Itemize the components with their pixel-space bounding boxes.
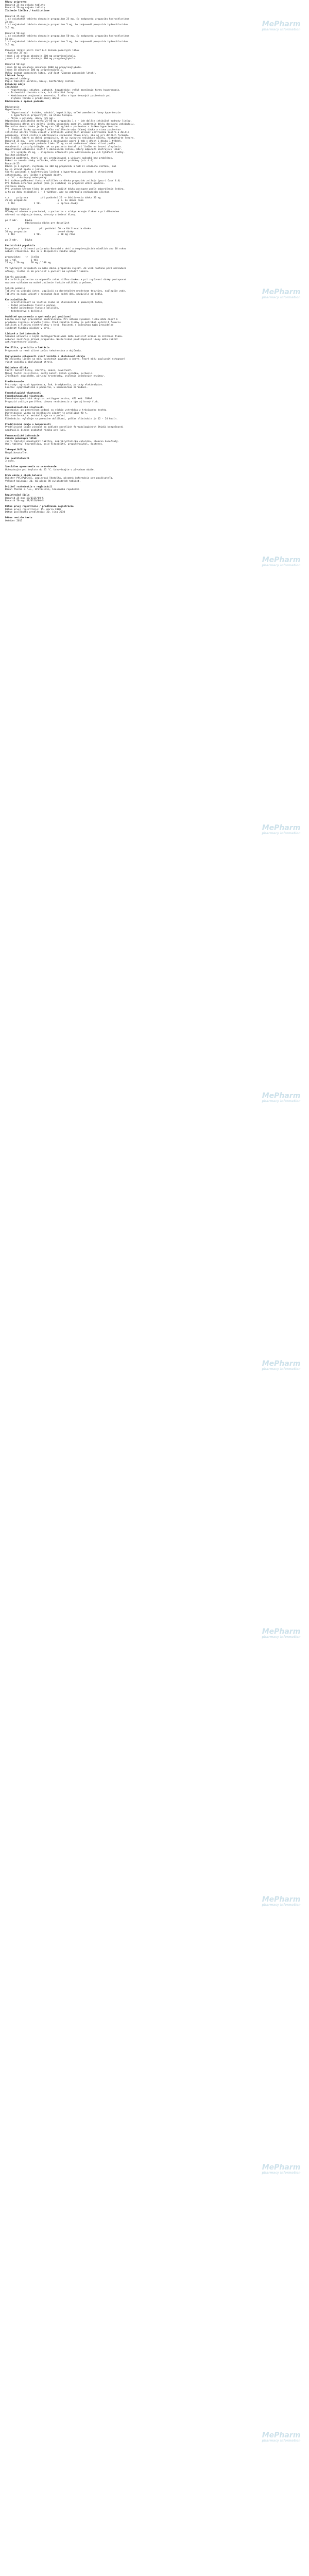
text-line: obťažnosti a patofyziológie, ak sa pacienta dostal pri liečbe na úrovni zlepšenia. <box>5 145 122 148</box>
section-heading: Farmaceutické informácie <box>5 434 40 437</box>
text-line: po 2 mdr. Dávka <box>5 219 32 222</box>
watermark-brand: MePharm <box>262 1092 301 1100</box>
text-line: c.c. priprava při podávání 50 -> Udržiavacia dávka <box>5 228 91 230</box>
text-line: Časté: bolesť hlavy, závraty, únava, nevoľnosť. <box>5 369 72 372</box>
watermark-brand: MePharm <box>262 556 301 564</box>
text-line: 1 tbl 1 tbl -> úprava dávky <box>5 202 78 205</box>
text-line: - Pri výskyte 25 mg, - zlepšenie účinnosti pre udržiavanie po 4-6 týždňoch liečby. <box>5 151 125 154</box>
text-line: podmienky, ktoré slúžia k udržiavaniu správneho tlaku krvi, ako aj pri ďalších formách. <box>5 134 129 137</box>
text-line: 1 až ovjakotná tableta obsahuje propazidum 5 mg, čo zodpovedá propazidu hydrochloridum <box>5 41 128 43</box>
text-line: Tablety sa majú užívať v rovnakom čase každý deň, nezávisle od jedla. <box>5 293 104 296</box>
text-line: Boran Pharma s.r.o., Bratislava, Slovenská republika <box>5 488 79 491</box>
watermark-brand: MePharm <box>262 2163 301 2172</box>
text-line: 1 tbl 1 tbl -> 50 mg ráno <box>5 233 75 236</box>
watermark-logo <box>259 556 304 567</box>
watermark-logo <box>259 2164 304 2175</box>
text-line: Popis tablety: okrúhle, biely, bezfarebný roztok. <box>5 80 75 83</box>
text-line: Zníženie dávky <box>5 185 25 188</box>
text-line: 1 až ovjakotná tableta obsahuje propazidum 50 mg, čo zodpovedá propazidu hydrochloridum <box>5 35 129 38</box>
text-line: Starší pacienti <box>5 276 27 279</box>
text-line: Maximálna denná dávka je 50 mg raz 100 mg/deň u pacientov s ťažkou hypertenziou. <box>5 126 119 128</box>
section-heading: Osobitné upozornenia a opatrenia pri používaní <box>5 315 71 318</box>
text-line: neodhalili žiadne osobitné riziko pre ľudí. <box>5 429 66 432</box>
text-line: 3 roky. <box>5 460 15 463</box>
text-line: Pri liečbe, ktorá sa ďalej predpisuje, ak sa vyskytnú nežiaduce účinky, kontaktujte lekára. <box>5 137 135 140</box>
text-line: Zriedkavé: angioedém, poruchy krvotvorby, zvýšenie pečeňových enzýmov. <box>5 375 105 378</box>
section-heading: Zloženie liečiva / kvalitatívne <box>5 9 49 12</box>
text-line: Inhibičné účinky treba uviesť v krátkosti vedľajších účinkov ošetreného lekára a ďalšie <box>5 131 129 134</box>
watermark-brand: MePharm <box>262 1360 301 1368</box>
text-line: Menej časté: palpitácie, suchý kašeľ, kožná vyrážka, svrbenie. <box>5 372 94 375</box>
text-line: užívaní sa objavuje únava, závraty a bolesť hlavy. <box>5 213 77 216</box>
watermark-sub: pharmacy information <box>262 296 301 299</box>
text-line: 50 mg propazidu denné dávky <box>5 230 74 233</box>
watermark-sub: pharmacy information <box>262 1099 301 1103</box>
watermark-sub: pharmacy information <box>262 2439 301 2443</box>
text-line: - Ischemická choroba srdca, ich dôležité formy. <box>5 92 75 94</box>
text-line: Uchovávajte pri teplote do 25 °C. Uchovávajte v pôvodnom obale. <box>5 468 95 471</box>
text-line: Starší pacienti s hypertenziou liečení s hypertenziou pacienti s chronickými <box>5 171 114 174</box>
text-line: Pacienti s opakovaným podaním lieku 25 mg sa má nadávkovať alebo užívať podľa <box>5 143 115 145</box>
section-heading: Ovplyvnenie schopnosti viesť vozidlá a obsluhovať stroje <box>5 355 85 358</box>
watermark-brand: MePharm <box>262 1628 301 1636</box>
text-line: antihypertenzný účinok. <box>5 341 38 344</box>
text-line: Boranid podávaný, ktorý sa pri predpisovaní a užívaní spôsobí bez problémov. <box>5 157 114 160</box>
text-line: Ovjakotné tablety. <box>5 77 31 80</box>
text-line: - 'Hypertenzia': krátke, zahubiť, hepatitídy; veľké zmenšenie formy hypertenzie <box>5 111 121 114</box>
text-line: Zz mg. <box>5 21 14 24</box>
text-line: viesť vozidlá a obsluhovať stroje. <box>5 361 54 364</box>
text-line: zlyhaní ľadvín v predpísanej dávke. <box>5 97 61 100</box>
text-line: Boranid-25 <box>5 162 20 165</box>
text-line: c.c. priprava při podávání 25 -> Udržiavacia dávka 50 mg <box>5 196 101 199</box>
watermark-brand: MePharm <box>262 20 301 28</box>
text-line: - ťažké poškodenie funkcie obličiek, <box>5 307 60 310</box>
section-heading: Farmakologické vlastnosti <box>5 392 41 395</box>
text-line: Vo vybraných prípadoch sa môže dávka propazidu zvýšiť. Ak však nastanú prvé nežiaduce <box>5 267 127 270</box>
text-line: Boranid 50 mg: <box>5 32 25 35</box>
text-line: Pri ťažkom poškodení funkcie obličiek sa dávka propazidu znižuje (pozri časť 4.4). <box>5 179 122 182</box>
text-line: Hypertenzia <box>5 109 21 111</box>
text-line: prudkému zvýšeniu krvného tlaku. Pred začatím liečby je potrebné vyšetriť funkciu <box>5 321 121 324</box>
text-line: - Kombinované ovojovanie anorexie; liečba v hypertenzných pacientoch pri <box>5 94 111 97</box>
text-line: jedna 50 obsahuje 100 mg propylenglykolu. <box>5 69 64 72</box>
watermark-logo <box>259 824 304 835</box>
text-line: Biotransformácia: metabolizuje sa v pečeni. <box>5 415 66 417</box>
text-line: Boranid 50 mg: <box>5 63 25 66</box>
section-heading: Dátum revízie textu <box>5 517 32 519</box>
text-line: jedna 1 až ovjako obsahuje 500 mg propylenglykolu. <box>5 58 77 60</box>
text-line: Udržiavacia dávka pri začatí liečby propazidu zahájiť, podávaním dávky dostupnú vakcináciu. <box>5 123 135 126</box>
watermark-logo <box>259 1628 304 1639</box>
watermark-sub: pharmacy information <box>262 832 301 835</box>
leaflet-text <box>5 1 304 522</box>
text-line: 1 až ovjakotná tableta obsahuje propazidum 25 mg, čo zodpovedá propazidu hydrochloridum <box>5 18 129 21</box>
text-line: Boranid 25 mg ovjako tablety <box>5 4 45 7</box>
section-heading: Druh obalu a obsah balenia <box>5 474 42 477</box>
text-line: na 1 tbl 1 tbl <box>5 259 38 262</box>
text-line: U starších pacientov sa odporúča začať nižšou dávkou a pri zvyšovaní dávky postupovať <box>5 279 127 281</box>
text-line: Predklinické údaje získané na základe obvyklých farmakologických štúdií bezpečnosti <box>5 426 124 429</box>
section-heading: Predklinické údaje o bezpečnosti <box>5 423 51 426</box>
text-line: Dávkovanie <box>5 106 20 109</box>
watermark-sub: pharmacy information <box>262 564 301 567</box>
text-line: Boranid 25 mg: 58/0115/00-S <box>5 497 44 500</box>
document-page <box>5 0 304 2443</box>
section-heading: Špeciálne upozornenia na uchovávanie <box>5 466 57 468</box>
text-line: Obal tablety: hypromelóza, oxid titaničitý, propylénglykol, mastenec. <box>5 443 104 446</box>
text-line: opatrne vzhľadom na možné zníženie funkcie obličiek a pečene. <box>5 281 92 284</box>
text-line: - 'A' - dostupný nebezpečný <box>5 177 47 179</box>
text-line: Jadro tablety: monohydrát laktózy, mikrokryštalická celulóza, stearan horečnatý. <box>5 440 119 443</box>
watermark-logo <box>259 1092 304 1103</box>
text-line: Pokud sa zmenia dávky začiatku, môžu nastať problémy (viz 4.4). <box>5 160 95 162</box>
text-line: - ťažké poškodenie funkcie pečene, <box>5 304 57 307</box>
text-line: Pomocné látky: pozri časť 6.1 Zoznam pomocných látok <box>5 49 79 52</box>
text-line: Na začiatku liečby sa môžu vyskytnúť závraty a únava, ktoré môžu ovplyvniť schopnosť <box>5 358 125 361</box>
text-line: 5,7 mg. <box>5 26 15 29</box>
text-line: Veľkosť balenia: 30, 60 alebo 90 ovjakotných tabliet. <box>5 480 81 483</box>
section-heading: Dávkovanie a spôsob podania <box>5 100 44 103</box>
text-line: 50 mg. <box>5 38 14 41</box>
text-line: účinky, liečba sa má prerušiť a pacient má vyhľadať lekára. <box>5 270 90 273</box>
text-line: Účinky sú mierne a prechodné, u pacientov s nízkym krvným tlakom a pri dlhodobom <box>5 211 119 213</box>
text-line: Nežiaduce reakcie: <box>5 208 31 211</box>
text-line: Distribúcia: väzba na bielkoviny plazmy je približne 90 %. <box>5 412 88 415</box>
text-line: Udržiavacia dávka pre dospelých <box>5 222 70 225</box>
watermark-sub: pharmacy information <box>262 1635 301 1639</box>
text-line: - tehotenstvo a dojčenie. <box>5 310 44 313</box>
text-line: jedna 1 až ovjako obsahuje 500 mg propylenglykolu. <box>5 55 77 58</box>
text-line: Farmakoterapeutická skupina: antihypertenzíva, ATC kód: C09AA. <box>5 398 94 400</box>
text-line: Hypertenzné ochorenie liečiť v dávkovacom režime, ktorý odporúča ošetrujúci lekár. <box>5 148 122 151</box>
text-line: a hypertenzia prípustných, na ktoré terapiu. <box>5 114 74 117</box>
text-line: Prípravok sa nemá užívať počas tehotenstva a dojčenia. <box>5 349 82 352</box>
text-line: Liečba: symptomatická a podporná, v nemocničnom zariadení. <box>5 386 88 389</box>
text-line: Boranid 25 mg: <box>5 15 25 18</box>
section-heading: Dátum prvej registrácie / predĺženia registrácie <box>5 505 74 508</box>
section-heading: Liekové formy <box>5 75 24 77</box>
watermark-sub: pharmacy information <box>262 2171 301 2175</box>
text-line: sledovať hladinu glukózy v krvi. <box>5 327 51 330</box>
section-heading: Názov prípravku <box>5 1 27 4</box>
text-line: Propazid znižuje periférnu cievnu rezistenciu a tým aj krvný tlak. <box>5 400 99 403</box>
text-line: Absorpcia: po perorálnom podaní sa rýchlo vstrebáva z tráviaceho traktu. <box>5 409 108 412</box>
watermark-brand: MePharm <box>262 824 301 832</box>
text-line: 5,7 mg. <box>5 43 15 46</box>
text-line: by sa užívať spolu s jedlom. <box>5 168 45 171</box>
section-heading: Fertilita, gravidita a laktácia <box>5 347 49 349</box>
section-heading: Registračné čísla <box>5 494 30 497</box>
text-line: po 2 mdr. Dávka <box>5 239 32 242</box>
section-heading: Čas použiteľnosti <box>5 457 30 460</box>
text-line: Pri vysokom krvnom tlaku je potrebné znížiť dávku postupne podľa odporúčania lekára, <box>5 188 125 191</box>
text-line: ochoreniami, pri liečbe v prípade dávky. <box>5 174 62 177</box>
text-line: 25 mg propazidu p.o. 1x denne ráno <box>5 199 84 202</box>
text-line: - *Krok v pripadu, dávky (25 mg). <box>5 117 55 120</box>
text-line: Dátum posledného predĺženia: 20. júna 2010 <box>5 511 65 514</box>
section-heading: Klinické údaje <box>5 83 25 86</box>
text-line: Spôsob podania <box>5 287 25 290</box>
text-line: Dátum prvej registrácie: 15. marca 2000 <box>5 508 61 511</box>
text-line: Boranid 25 mg, - pre informácie a dávkovanie pozri 1 tab v dňoch i dávka 1 týždeň. <box>5 140 122 143</box>
section-heading: Indikácie <box>5 86 18 89</box>
watermark-brand: MePharm <box>262 288 301 296</box>
watermark-sub: pharmacy information <box>262 1367 301 1371</box>
text-line: propazidum: -> liečba <box>5 256 40 259</box>
text-line: Boranid 50 mg ovjako tablety <box>5 7 45 9</box>
section-heading: Nežiaduce účinky <box>5 366 28 369</box>
watermark-brand: MePharm <box>262 2431 301 2439</box>
text-line: - tableta 25 mg: <box>5 52 28 55</box>
text-line: a to po dobu minimálne 1 - 2 týždňov, aby sa zabránilo nežiaducim účinkom. <box>5 191 111 194</box>
section-heading: Liekové a iné interakcie <box>5 332 40 335</box>
section-heading: Kontraindikácie <box>5 298 27 301</box>
text-line: obličiek a hladinu elektrolytov v krvi. Pacienti s cukrovkou majú pravidelne <box>5 324 114 327</box>
text-line: Ryvitam pozbavte <box>5 154 28 157</box>
text-line: Alkohol zosilňuje účinok propazidu. Nesteroidné protizápalové lieky môžu znížiť <box>5 338 118 341</box>
text-line: Boranid 50 mg: 58/0116/00-S <box>5 500 44 502</box>
watermark-brand: MePharm <box>262 1895 301 1904</box>
text-line: Súčasné užívanie s inými antihypertenzívami môže zosilniť účinok na zníženie tlaku. <box>5 335 124 338</box>
text-line: Pri ťažkom ochorení pečene (ako je cirhóza) sa propazid užíva opatrne. <box>5 182 105 185</box>
section-heading: Predávkovanie <box>5 381 24 383</box>
text-line: Bezpečnosť a účinnosť prípravku Boranid u detí a dospievajúcich mladších ako 18 rokov <box>5 247 127 250</box>
text-line: 1 až ovjakotná tableta obsahuje propazidum 5 mg, čo zodpovedá propazidu hydrochloridum <box>5 24 128 26</box>
text-line: Blister PVC/PVDC/Al, papierová škatuľka, písomná informácia pre používateľa. <box>5 477 114 480</box>
section-heading: Farmakodynamické vlastnosti <box>5 395 44 398</box>
text-line: - hypertenzia; stiahne, zahubiť, hepatitídy; veľké zmenšenie formy hypertenzie. <box>5 89 121 92</box>
section-heading: Pediatrická populácia <box>5 245 36 247</box>
section-heading: Inkompatibility <box>5 449 27 451</box>
section-heading: Zoznam pomocných látok <box>5 437 37 440</box>
text-line: Úplný zoznam pomocných látok, viď časť 'Zoznam pomocných látok'. <box>5 72 97 75</box>
text-line: jedna 50 mg obsahuje obsahuje 1000 mg propylenglykolu. <box>5 66 82 69</box>
text-line: Október 2015 <box>5 519 23 522</box>
watermark-logo <box>259 1896 304 1907</box>
watermark-sub: pharmacy information <box>262 1903 301 1907</box>
watermark-sub: pharmacy information <box>262 28 301 31</box>
section-heading: Držiteľ rozhodnutia o registrácii <box>5 485 53 488</box>
text-line: neboli stanovené. Nie sú k dispozícii žiadne údaje. <box>5 250 78 253</box>
watermark-logo <box>259 1360 304 1371</box>
text-line: Eliminácia: vylučuje sa prevažne obličkami, polčas eliminácie je 12 - 24 hodín. <box>5 417 118 420</box>
text-line: Neaplikovateľné. <box>5 451 28 454</box>
text-line: Tablety sa užívajú ústne, zapíjajú sa dostatočným množstvom tekutiny, najlepšie vody. <box>5 290 127 293</box>
text-line: Odporúčaná počiatočná dávka 25-50 mg propazidu 1 x - ide ďalšie inhibičné hodnoty liečby. <box>5 120 132 123</box>
text-line: Liečba musí byť pravidelne kontrolovaná. Pri náhlom vysadení lieku môže dôjsť k <box>5 318 118 321</box>
text-line: 25 mg / 50 mg 50 mg / 100 mg <box>5 262 51 264</box>
text-line: Príznaky: výrazná hypotenzia, šok, bradykardia, poruchy elektrolytov. <box>5 383 104 386</box>
text-line: - precitlivenosť na liečivo alebo na ktorúkoľvek z pomocných látok, <box>5 301 104 304</box>
text-line: Dávka je 4 mg/deň, zvýšenie na 100 mg propazidu a 500 ml orálneho roztoku, mal <box>5 165 116 168</box>
text-line: 2. Pomocné látky upravujú liečbu rozlíšením odporúčanej dávky a stavu pacientov. <box>5 128 122 131</box>
section-heading: Farmakokinetické vlastnosti <box>5 406 44 409</box>
watermark-logo <box>259 2432 304 2443</box>
